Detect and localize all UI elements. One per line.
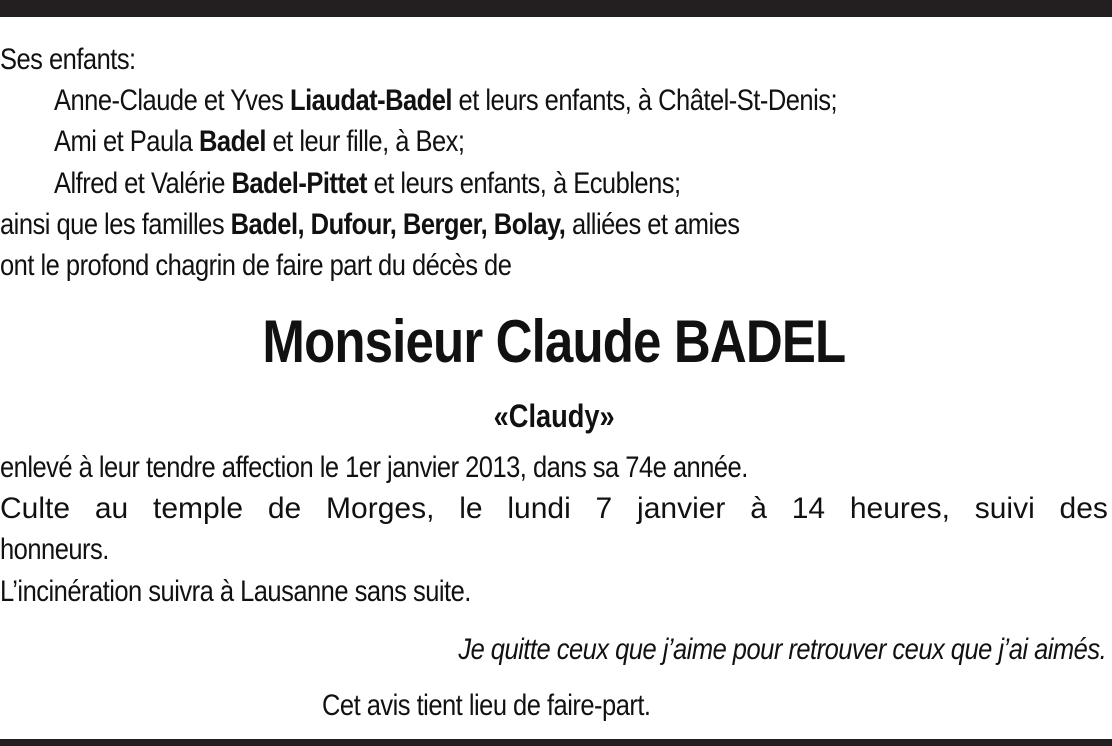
- families-line: [0, 205, 740, 245]
- families-suffix: alliées et amies: [565, 208, 740, 241]
- service-word: le: [459, 492, 483, 525]
- family-line-3-suffix: et leurs enfants, à Ecublens;: [367, 167, 681, 200]
- service-word: Morges,: [326, 492, 435, 525]
- deceased-name: [0, 307, 1108, 377]
- service-line: [0, 489, 1108, 529]
- death-text: enlevé à leur tendre affection le 1er janvier 2013, dans sa 74e année.: [0, 451, 748, 484]
- family-line-3: [54, 164, 681, 204]
- service-word: janvier: [637, 492, 726, 525]
- families-prefix: ainsi que les familles: [0, 208, 231, 241]
- service-word: Culte: [0, 492, 71, 525]
- announce-line: [0, 246, 511, 286]
- family-line-1-surname: Liaudat-Badel: [290, 84, 452, 117]
- family-intro: [0, 40, 136, 80]
- service-word: heures,: [849, 492, 950, 525]
- family-line-2-suffix: et leur fille, à Bex;: [265, 125, 465, 158]
- families-names: Badel, Dufour, Berger, Bolay,: [230, 208, 566, 241]
- deceased-nickname-text: «Claudy»: [493, 398, 615, 434]
- service-end-text: honneurs.: [0, 533, 109, 566]
- family-line-2: [54, 122, 464, 162]
- epitaph-quote: [458, 630, 1106, 670]
- service-word: lundi: [507, 492, 571, 525]
- family-line-3-surname: Badel-Pittet: [231, 167, 368, 200]
- service-word: de: [267, 492, 302, 525]
- deceased-nickname: [0, 396, 1108, 436]
- service-word: 14: [791, 492, 826, 525]
- service-word: 7: [595, 492, 613, 525]
- closing-note-text: Cet avis tient lieu de faire-part.: [322, 689, 651, 722]
- service-line-end: [0, 530, 109, 570]
- family-line-1: [54, 81, 837, 121]
- epitaph-quote-text: Je quitte ceux que j’aime pour retrouver ceux que j’ai aimés.: [458, 633, 1106, 666]
- death-line: [0, 448, 748, 488]
- service-word: suivi: [974, 492, 1035, 525]
- family-line-2-surname: Badel: [199, 125, 266, 158]
- family-line-1-suffix: et leurs enfants, à Châtel-St-Denis;: [451, 84, 838, 117]
- service-word: à: [750, 492, 767, 525]
- family-line-1-prefix: Anne-Claude et Yves: [54, 84, 291, 117]
- family-line-3-prefix: Alfred et Valérie: [54, 167, 232, 200]
- announce-text: ont le profond chagrin de faire part du décès de: [0, 249, 512, 282]
- service-word: temple: [153, 492, 244, 525]
- closing-note: [322, 686, 650, 726]
- bottom-rule: [0, 739, 1112, 746]
- cremation-text: L’incinération suivra à Lausanne sans suite.: [0, 575, 471, 608]
- family-intro-text: Ses enfants:: [0, 43, 136, 76]
- deceased-name-text: Monsieur Claude BADEL: [262, 308, 846, 375]
- service-word: des: [1059, 492, 1108, 525]
- cremation-line: [0, 572, 471, 612]
- service-word: au: [94, 492, 129, 525]
- family-line-2-prefix: Ami et Paula: [54, 125, 200, 158]
